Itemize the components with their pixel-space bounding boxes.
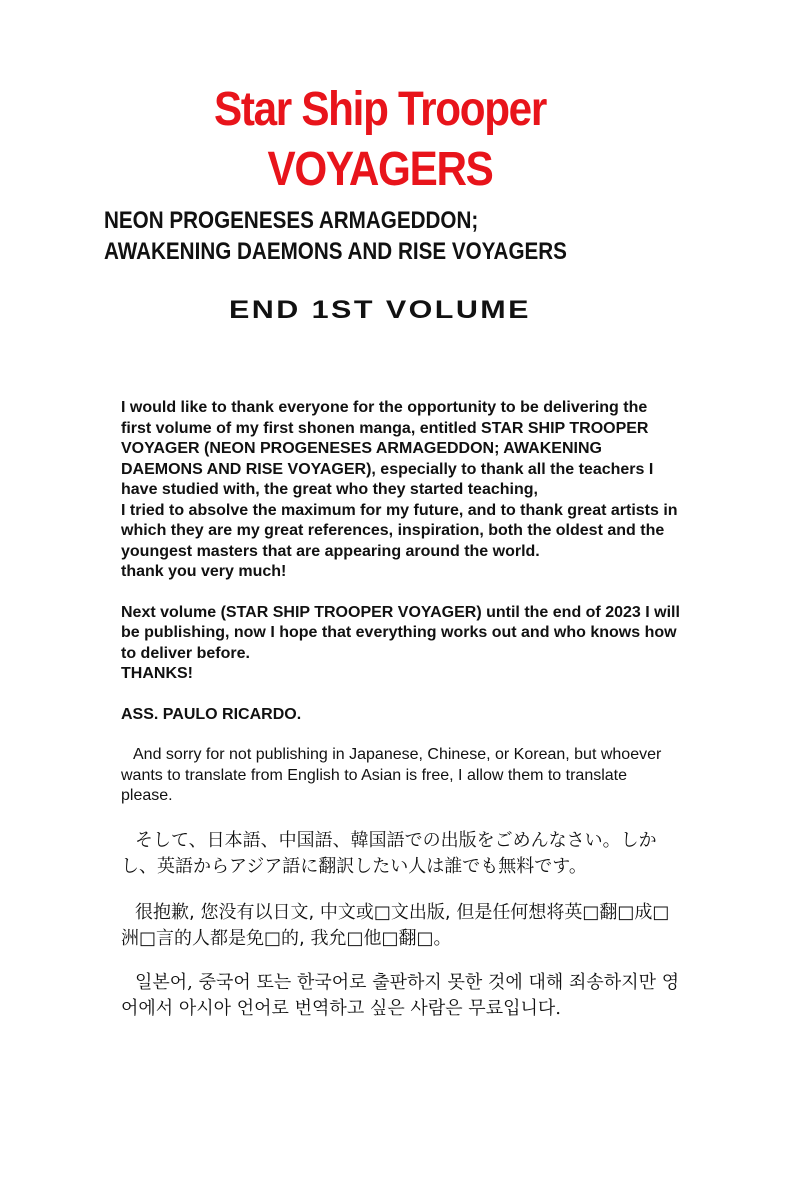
korean-translation: 일본어, 중국어 또는 한국어로 출판하지 못한 것에 대해 죄송하지만 영어에서 아시아 언어로 번역하고 싶은 사람은 무료입니다.	[121, 972, 680, 1019]
thanks-line: THANKS!	[121, 665, 193, 682]
subtitle-line-1: NEON PROGENESES ARMAGEDDON;	[104, 207, 479, 234]
chinese-translation: 很抱歉, 您没有以日文, 中文或□文出版, 但是任何想将英□翻□成□洲□言的人都是免□的, 我允□他□翻□。	[121, 902, 670, 949]
title-line-2: VOYAGERS	[267, 143, 493, 196]
apology-paragraph: And sorry for not publishing in Japanese, Chinese, or Korean, but whoever wants to translate from English to Asian is free, I allow them to translate please.	[121, 746, 662, 804]
japanese-translation: そして、日本語、中国語、韓国語での出版をごめんなさい。しかし、英語からアジア語に翻訳したい人は誰でも無料です。	[121, 830, 657, 877]
end-volume-label: END 1ST VOLUME	[229, 296, 531, 324]
next-volume-paragraph: Next volume (STAR SHIP TROOPER VOYAGER) until the end of 2023 I will be publishing, now I hope that everything works out and who knows how to deliver before.	[121, 603, 680, 662]
signature: ASS. PAULO RICARDO.	[121, 705, 302, 723]
thank-you-message	[121, 398, 681, 807]
subtitle-line-2: AWAKENING DAEMONS AND RISE VOYAGERS	[104, 238, 567, 265]
message-paragraph-2: I tried to absolve the maximum for my future, and to thank great artists in which they are my great references, inspiration, both the oldest and the youngest masters that are appearing around the world.	[121, 501, 678, 560]
message-paragraph-3: thank you very much!	[121, 563, 287, 580]
message-paragraph-1: I would like to thank everyone for the opportunity to be delivering the first volume of my first shonen manga, entitled STAR SHIP TROOPER VOYAGER (NEON PROGENESES ARMAGEDDON; AWAKENING DAEMONS AND RISE VOYAGER), especially to thank all the teachers I have studied with, the great who they started teaching,	[121, 399, 654, 498]
subtitle	[104, 205, 567, 267]
title-line-1: Star Ship Trooper	[214, 83, 546, 136]
